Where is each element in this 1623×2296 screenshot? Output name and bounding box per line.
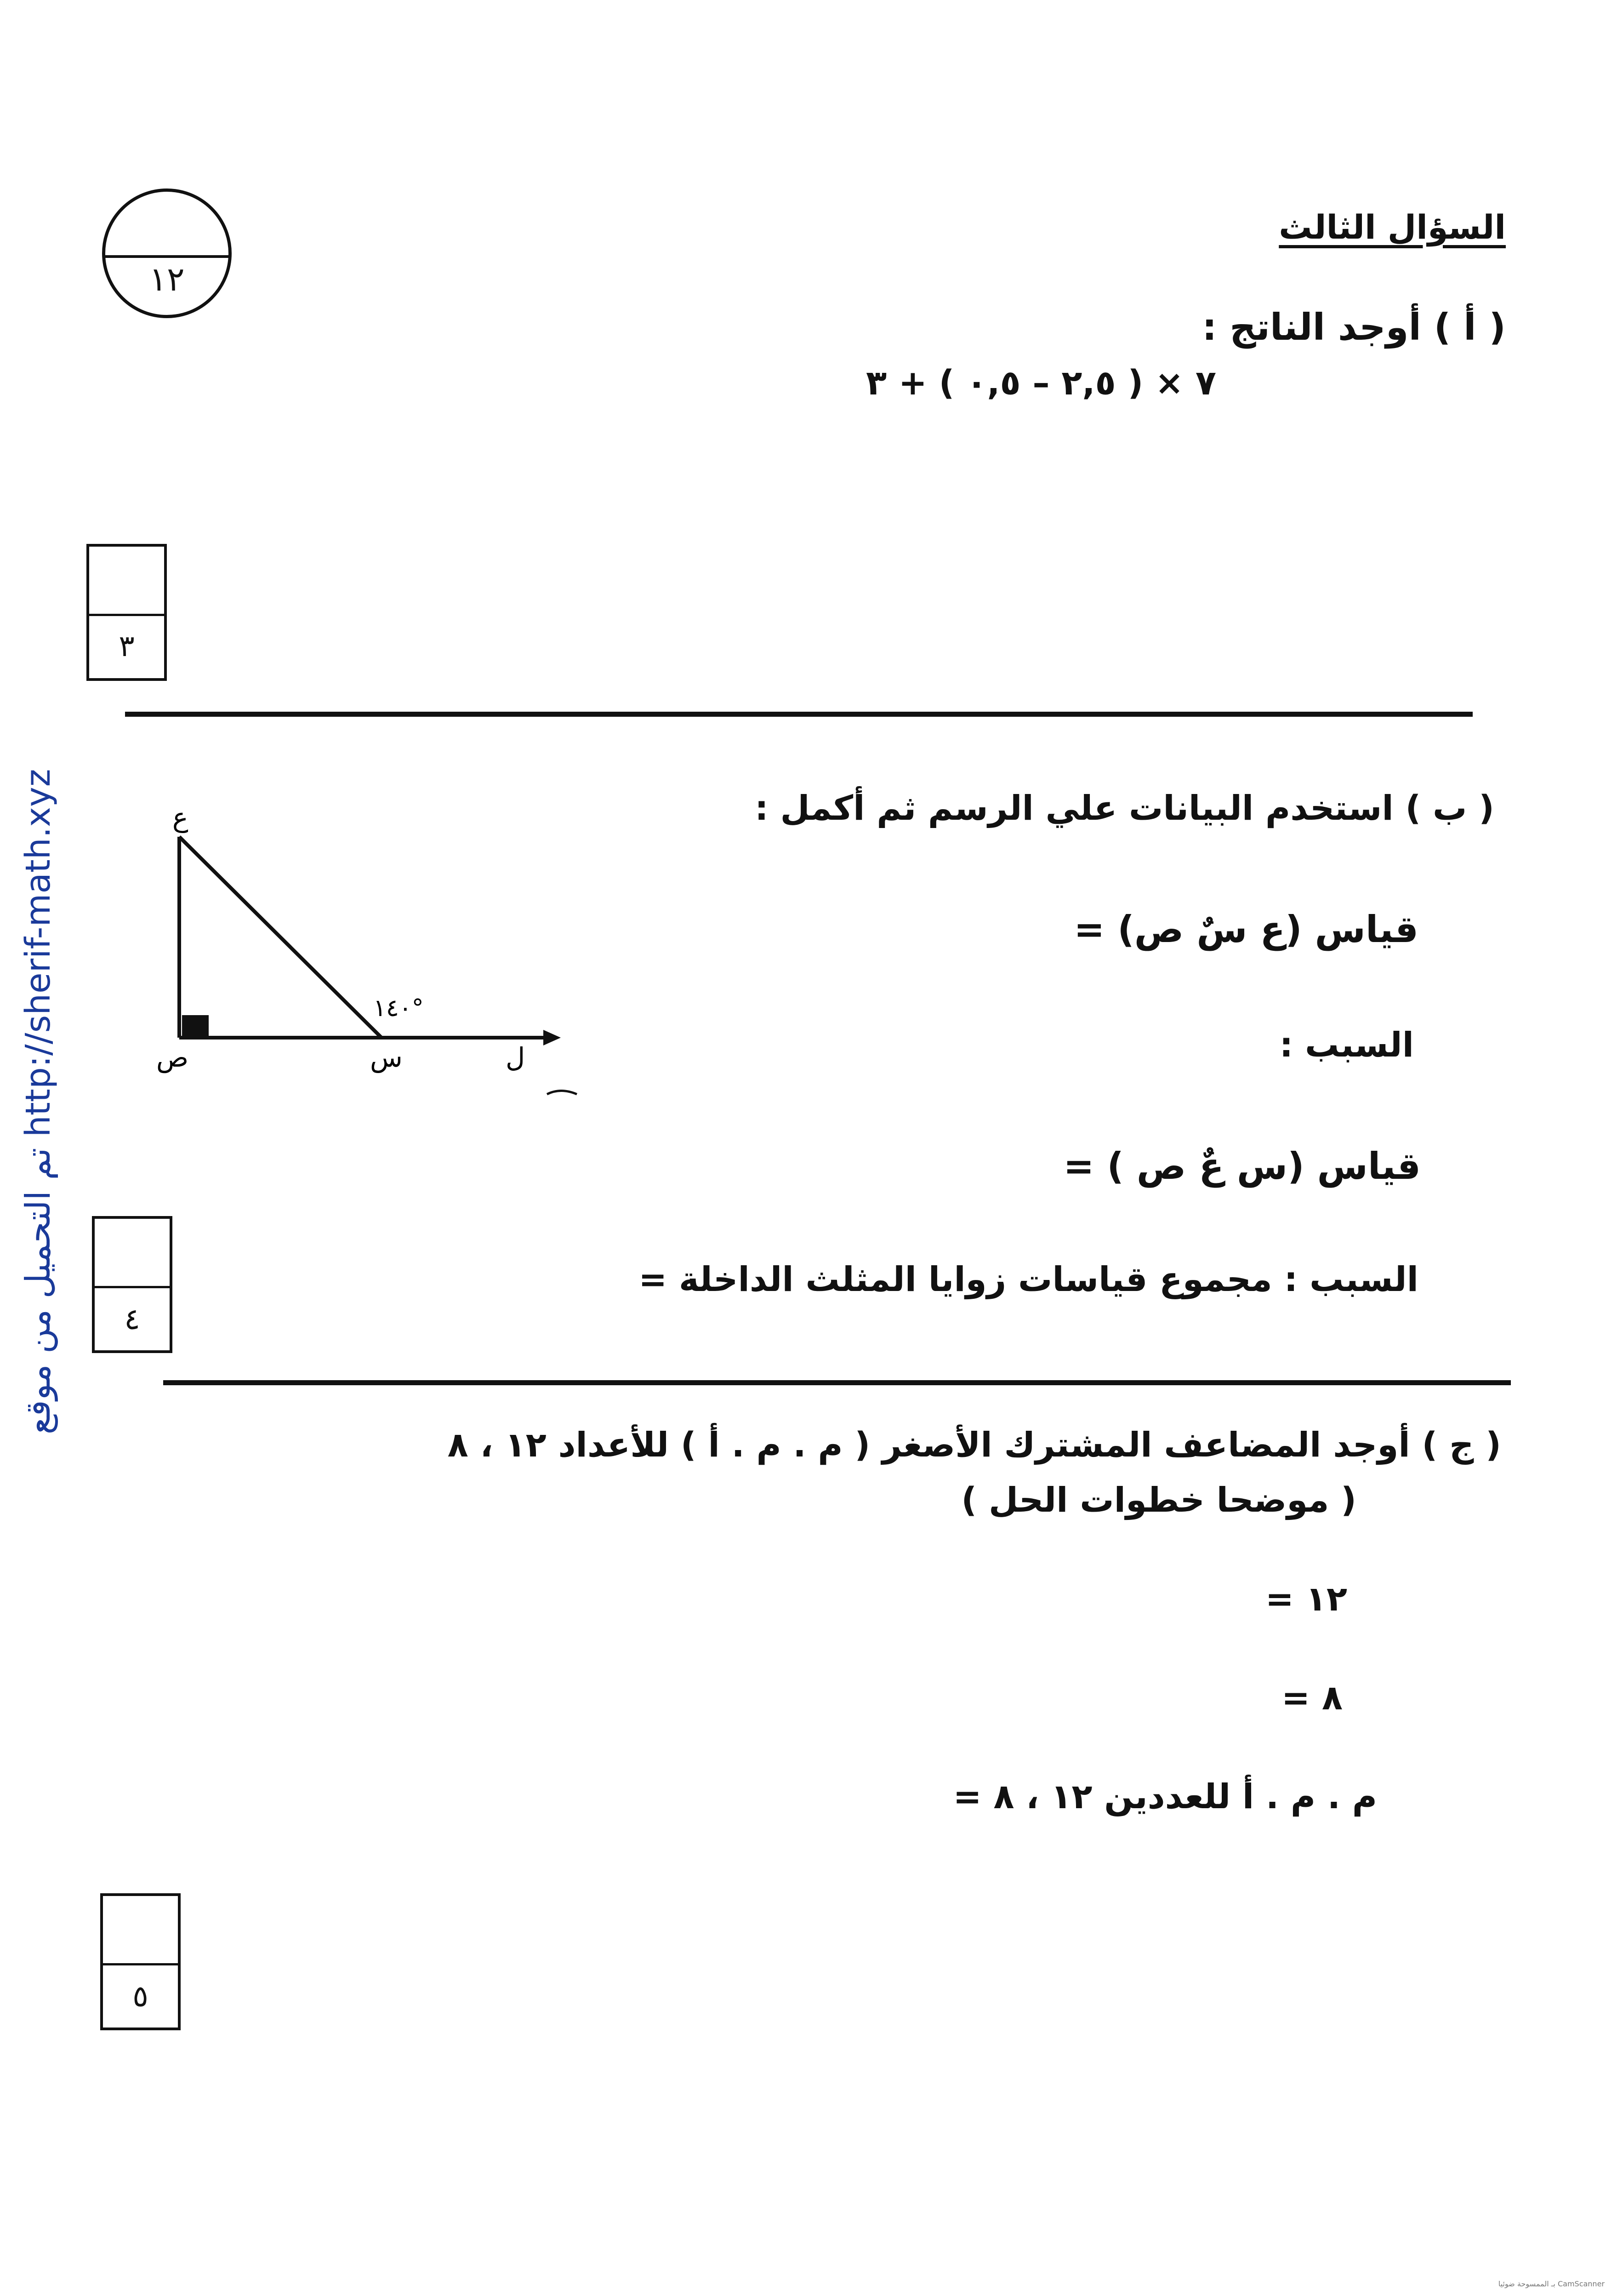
side-watermark: تم التحميل من موقع http://sherif-math.xyz bbox=[18, 769, 58, 1434]
label-end: ل bbox=[506, 1042, 525, 1073]
section-divider-2 bbox=[163, 1380, 1511, 1385]
total-mark: ١٢ bbox=[149, 260, 185, 298]
scanner-footer: CamScanner بـ الممسوحة ضوئيا bbox=[1498, 2279, 1605, 2288]
ray-arrow-icon bbox=[543, 1030, 561, 1045]
box-divider bbox=[89, 614, 164, 616]
part-c-line-3: م . م . أ للعددين ١٢ ، ٨ = bbox=[953, 1777, 1377, 1816]
part-a-mark: ٣ bbox=[119, 629, 135, 663]
part-a-heading: ( أ ) أوجد الناتج : bbox=[1202, 306, 1506, 348]
question-title: السؤال الثالث bbox=[1279, 208, 1506, 246]
part-a-expression: ٧ × ( ٢,٥ – ٠,٥ ) + ٣ bbox=[866, 363, 1216, 403]
label-mid: س bbox=[370, 1042, 403, 1073]
part-b-reason-2: السبب : مجموع قياسات زوايا المثلث الداخلة = bbox=[638, 1260, 1418, 1299]
total-mark-circle bbox=[102, 188, 232, 318]
part-c-line-2: ٨ = bbox=[1281, 1678, 1343, 1718]
side-ys bbox=[179, 837, 382, 1038]
triangle-figure bbox=[142, 795, 602, 1117]
part-b-line-1: قياس (ع سٌ ص) = bbox=[1074, 908, 1418, 951]
label-top: ع bbox=[172, 802, 188, 833]
circle-divider bbox=[105, 255, 228, 258]
angle-label: ١٤٠° bbox=[373, 994, 424, 1022]
box-divider bbox=[103, 1963, 178, 1965]
part-b-heading: ( ب ) استخدم البيانات علي الرسم ثم أكمل : bbox=[755, 788, 1494, 828]
part-b-line-2: قياس (س عٌ ص ) = bbox=[1063, 1145, 1421, 1188]
part-c-subheading: ( موضحا خطوات الحل ) bbox=[961, 1480, 1356, 1520]
label-right-angle: ص bbox=[156, 1042, 189, 1073]
stray-mark bbox=[547, 1091, 577, 1095]
part-c-mark-box bbox=[100, 1893, 181, 2030]
part-a-mark-box bbox=[86, 544, 167, 681]
right-angle-mark-icon bbox=[182, 1015, 209, 1036]
part-c-mark: ٥ bbox=[132, 1980, 148, 2014]
section-divider-1 bbox=[125, 712, 1473, 717]
part-c-line-1: ١٢ = bbox=[1265, 1579, 1347, 1619]
part-b-reason-1: السبب : bbox=[1279, 1025, 1414, 1065]
part-b-mark: ٤ bbox=[124, 1302, 140, 1336]
box-divider bbox=[95, 1286, 170, 1288]
part-b-mark-box bbox=[92, 1216, 172, 1353]
part-c-heading: ( ج ) أوجد المضاعف المشترك الأصغر ( م . م . أ ) للأعداد ١٢ ، ٨ bbox=[447, 1425, 1501, 1465]
